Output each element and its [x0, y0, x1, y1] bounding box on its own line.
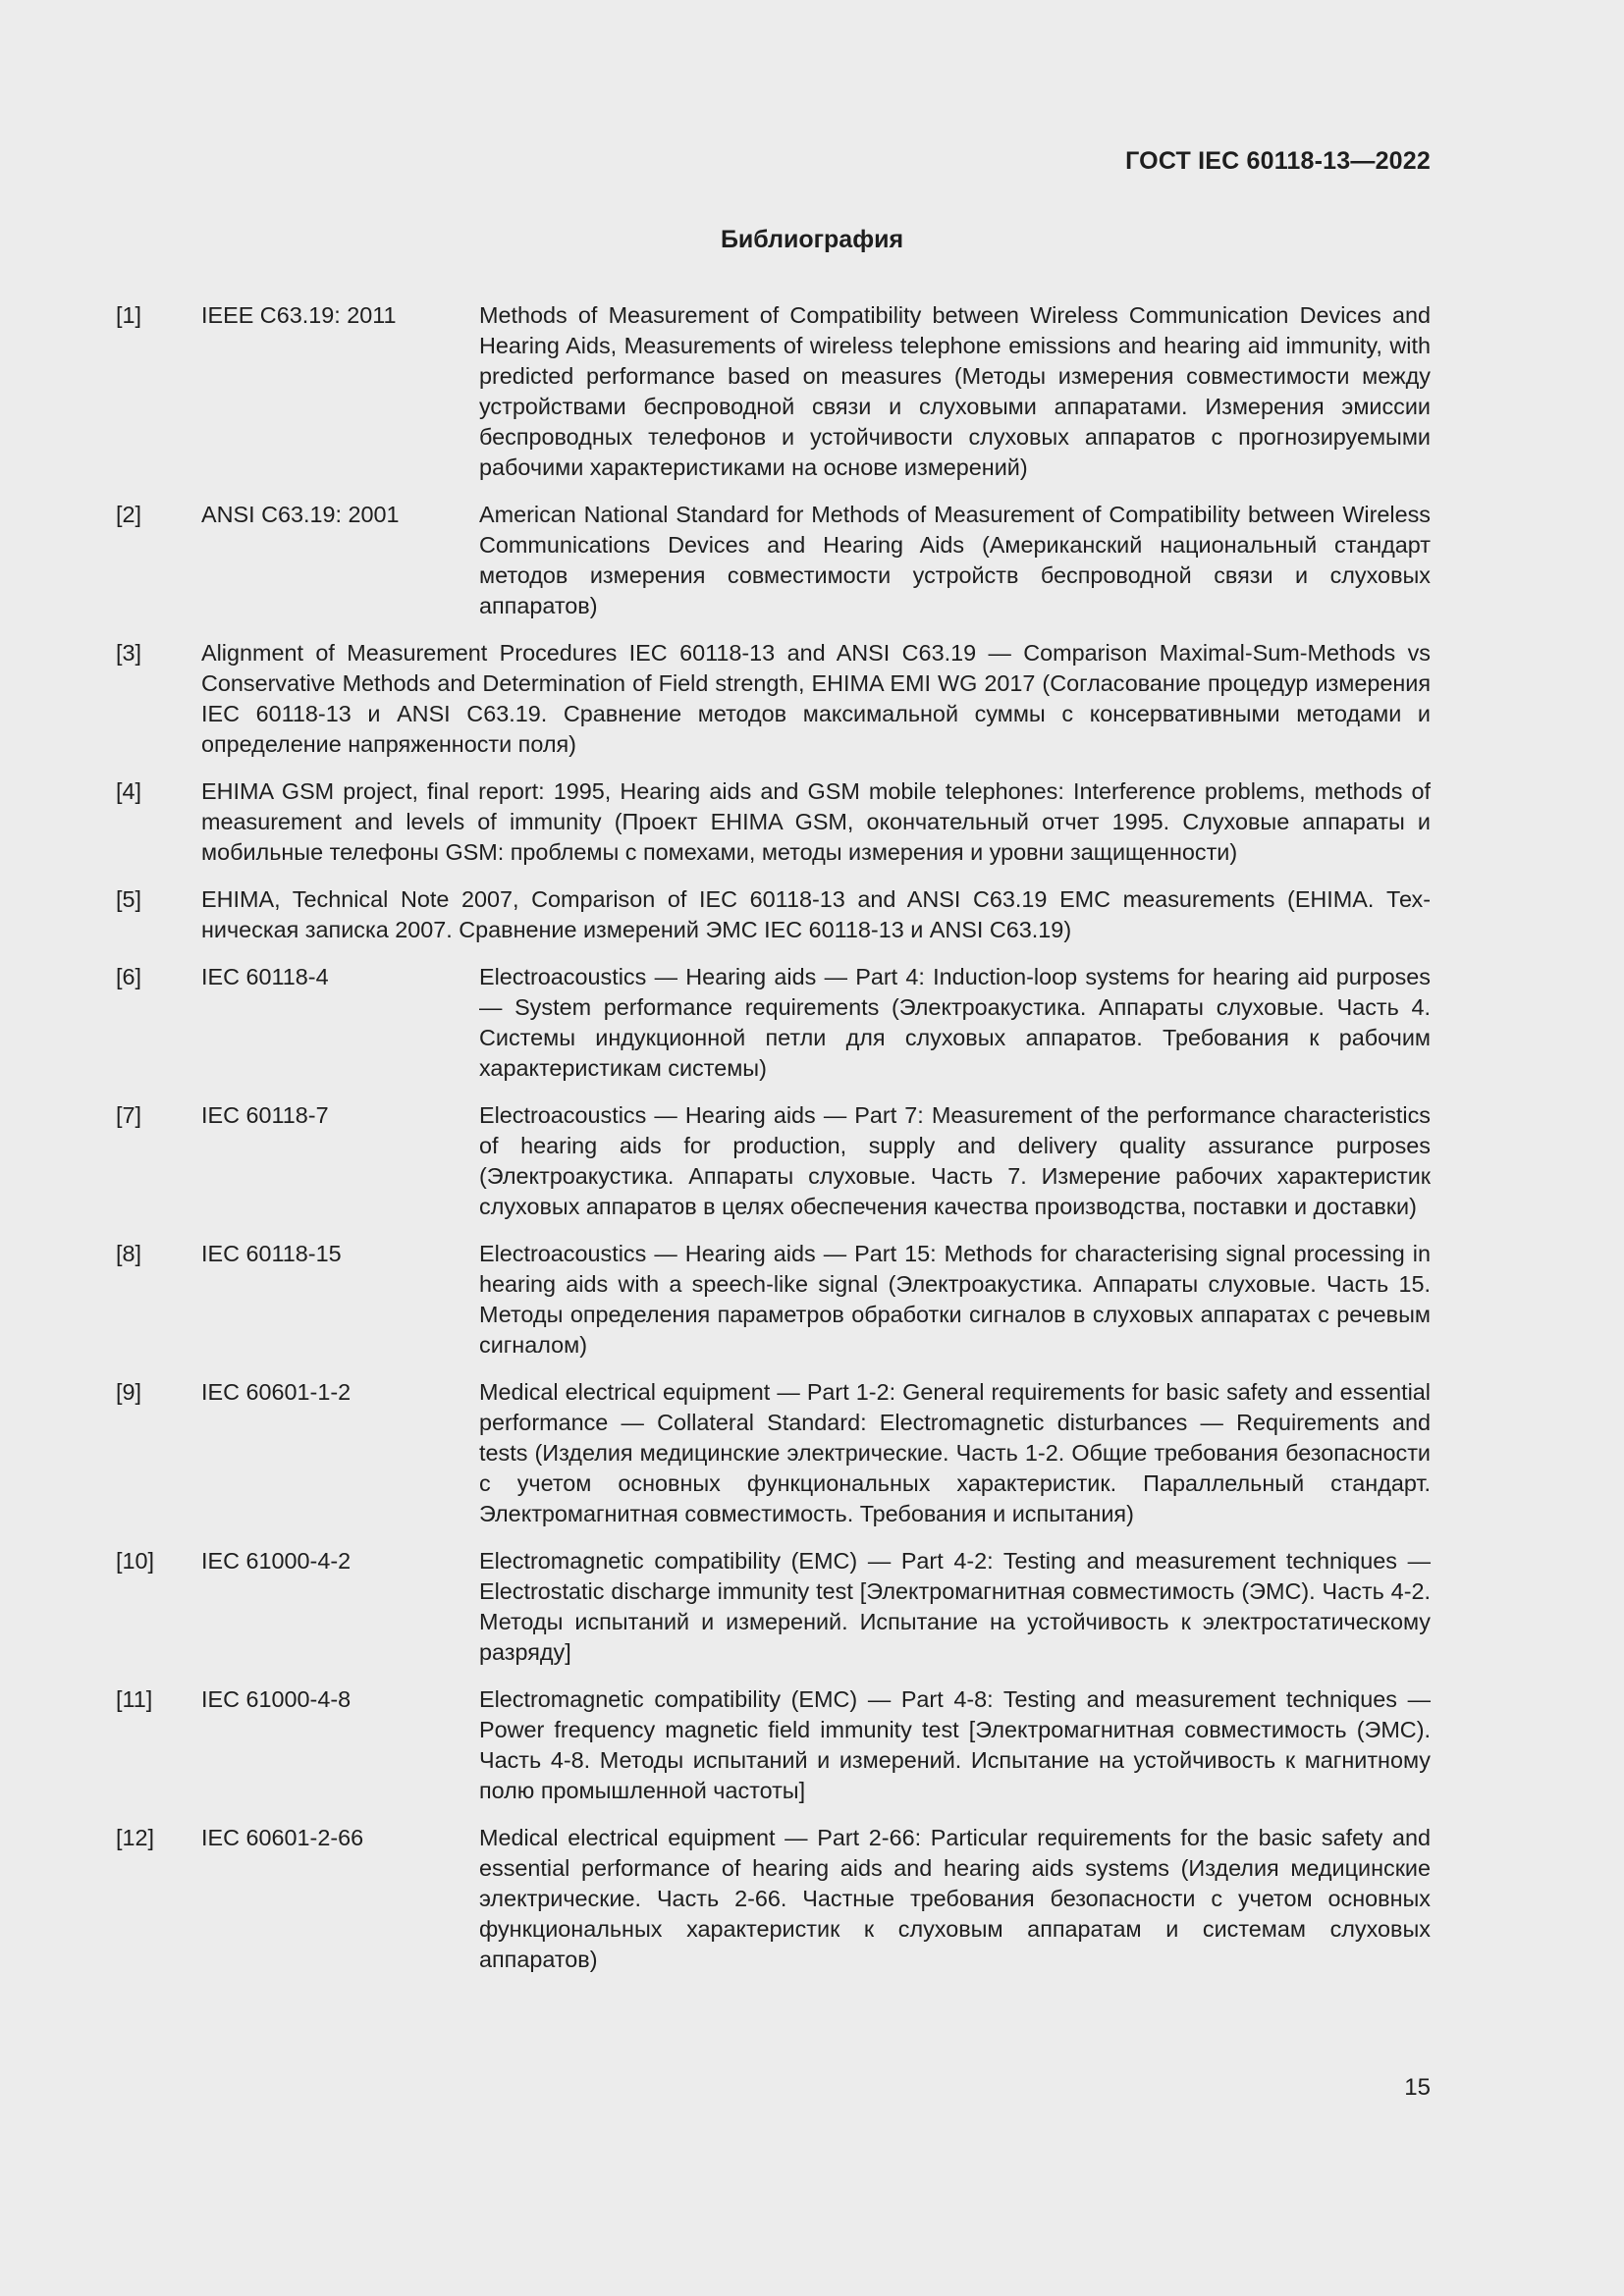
entry-number: [6]: [116, 964, 142, 989]
entry-number: [3]: [116, 640, 142, 666]
entry-standard-code: IEC 60601-1-2: [201, 1379, 352, 1405]
entry-number: [4]: [116, 778, 142, 804]
entry-standard-code: ANSI C63.19: 2001: [201, 502, 400, 527]
bibliography-entry: [116, 1239, 1431, 1361]
entry-description: EHIMA GSM project, final report: 1995, Hearing aids and GSM mobile telephones: Interference problems, methods of measurement and levels of immunity (Проект EHIMA GSM, окончательный отчет 1995. Слуховые аппараты и мобильные телефоны GSM: проблемы с помехами, методы измерения и уровни защищенности): [201, 778, 1431, 865]
page-title: Библиография: [720, 226, 904, 253]
bibliography-list: [116, 300, 1431, 1992]
bibliography-entry: [116, 300, 1431, 483]
entry-standard-code: IEC 60601-2-66: [201, 1825, 364, 1850]
entry-description: Methods of Measurement of Compatibility between Wireless Communication Devices and Hearing Aids, Measurements of wireless telephone emissions and hearing aid immunity, with predicted performance based on measures (Методы измерения совместимости между устройствами беспроводной связи и слуховыми аппаратами. Измерения эмиссии беспроводных телефонов и устойчивости слуховых аппаратов с прогнозируемыми рабочими характеристиками на основе измерений): [479, 302, 1431, 480]
entry-description: EHIMA, Technical Note 2007, Comparison of IEC 60118-13 and ANSI C63.19 EMC measurements (EHIMA. Техническая записка 2007. Сравнение измерений ЭМС IEC 60118-13 и ANSI C63.19): [201, 886, 1431, 942]
entry-number: [9]: [116, 1379, 142, 1405]
entry-number: [11]: [116, 1686, 153, 1712]
bibliography-entry: [116, 1546, 1431, 1668]
page-number: 15: [1404, 2074, 1431, 2101]
entry-number: [10]: [116, 1548, 155, 1574]
entry-description: Medical electrical equipment — Part 1-2: General requirements for basic safety and essential performance — Collateral Standard: Electromagnetic disturbances — Requirements and tests (Изделия медицинские электрические. Часть 1-2. Общие требования безопасности с учетом основных функциональных характеристик. Параллельный стандарт. Электромагнитная совместимость. Требования и испытания): [479, 1379, 1431, 1526]
entry-description: Electroacoustics — Hearing aids — Part 15: Methods for characterising signal processing in hearing aids with a speech-like signal (Электроакустика. Аппараты слуховые. Часть 15. Методы определения параметров обработки сигналов в слуховых аппаратах с речевым сигналом): [479, 1241, 1431, 1358]
entry-number: [12]: [116, 1825, 155, 1850]
entry-standard-code: IEC 60118-15: [201, 1241, 342, 1266]
document-id: ГОСТ IEC 60118-13—2022: [1125, 147, 1431, 175]
bibliography-entry: [116, 962, 1431, 1084]
bibliography-entry: [116, 500, 1431, 621]
entry-standard-code: IEC 61000-4-2: [201, 1548, 352, 1574]
bibliography-entry: [116, 1823, 1431, 1975]
bibliography-entry: [116, 776, 1431, 868]
entry-number: [2]: [116, 502, 142, 527]
bibliography-entry: [116, 638, 1431, 760]
entry-number: [7]: [116, 1102, 142, 1128]
entry-description: Electroacoustics — Hearing aids — Part 7: Measurement of the performance characteristics of hearing aids for production, supply and delivery quality assurance purposes (Электроакустика. Аппараты слуховые. Часть 7. Измерение рабочих характеристик слуховых аппаратов в целях обеспечения качества производства, поставки и доставки): [479, 1102, 1431, 1219]
entry-description: Electroacoustics — Hearing aids — Part 4: Induction-loop systems for hearing aid purposes — System performance requirements (Электроакустика. Аппараты слуховые. Часть 4. Системы индукционной петли для слуховых аппаратов. Требования к рабочим характеристикам системы): [479, 964, 1431, 1081]
entry-description: Alignment of Measurement Procedures IEC 60118-13 and ANSI C63.19 — Comparison Maximal-Sum-Methods vs Conservative Methods and Determination of Field strength, EHIMA EMI WG 2017 (Согласование процедур измерения IEC 60118-13 и ANSI C63.19. Сравнение методов максимальной суммы с консервативными методами и определение напряженности поля): [201, 640, 1431, 757]
entry-description: Electromagnetic compatibility (EMC) — Part 4-8: Testing and measurement techniques — Power frequency magnetic field immunity test [Электромагнитная совместимость (ЭМС). Часть 4-8. Методы испытаний и измерений. Испытание на устойчивость к магнитному полю промышленной частоты]: [479, 1686, 1431, 1803]
entry-standard-code: IEC 61000-4-8: [201, 1686, 352, 1712]
entry-description: American National Standard for Methods of Measurement of Compatibility between Wireless Communications Devices and Hearing Aids (Американский национальный стандарт методов измерения совместимости устройств беспроводной связи и слуховых аппаратов): [479, 502, 1431, 618]
entry-standard-code: IEC 60118-7: [201, 1102, 329, 1128]
entry-number: [1]: [116, 302, 142, 328]
entry-standard-code: IEC 60118-4: [201, 964, 329, 989]
entry-standard-code: IEEE C63.19: 2011: [201, 302, 397, 328]
entry-number: [8]: [116, 1241, 142, 1266]
entry-number: [5]: [116, 886, 142, 912]
bibliography-entry: [116, 1100, 1431, 1222]
bibliography-entry: [116, 1684, 1431, 1806]
entry-description: Medical electrical equipment — Part 2-66: Particular requirements for the basic safety and essential performance of hearing aids and hearing aids systems (Изделия медицинские электрические. Часть 2-66. Частные требования безопасности с учетом основных функциональных характеристик к слуховым аппаратам и системам слуховых аппаратов): [479, 1825, 1431, 1972]
bibliography-entry: [116, 1377, 1431, 1529]
bibliography-entry: [116, 884, 1431, 945]
entry-description: Electromagnetic compatibility (EMC) — Part 4-2: Testing and measurement techniques — Electrostatic discharge immunity test [Электромагнитная совместимость (ЭМС). Часть 4-2. Методы испытаний и измерений. Испытание на устойчивость к электростатическому разряду]: [479, 1548, 1431, 1665]
